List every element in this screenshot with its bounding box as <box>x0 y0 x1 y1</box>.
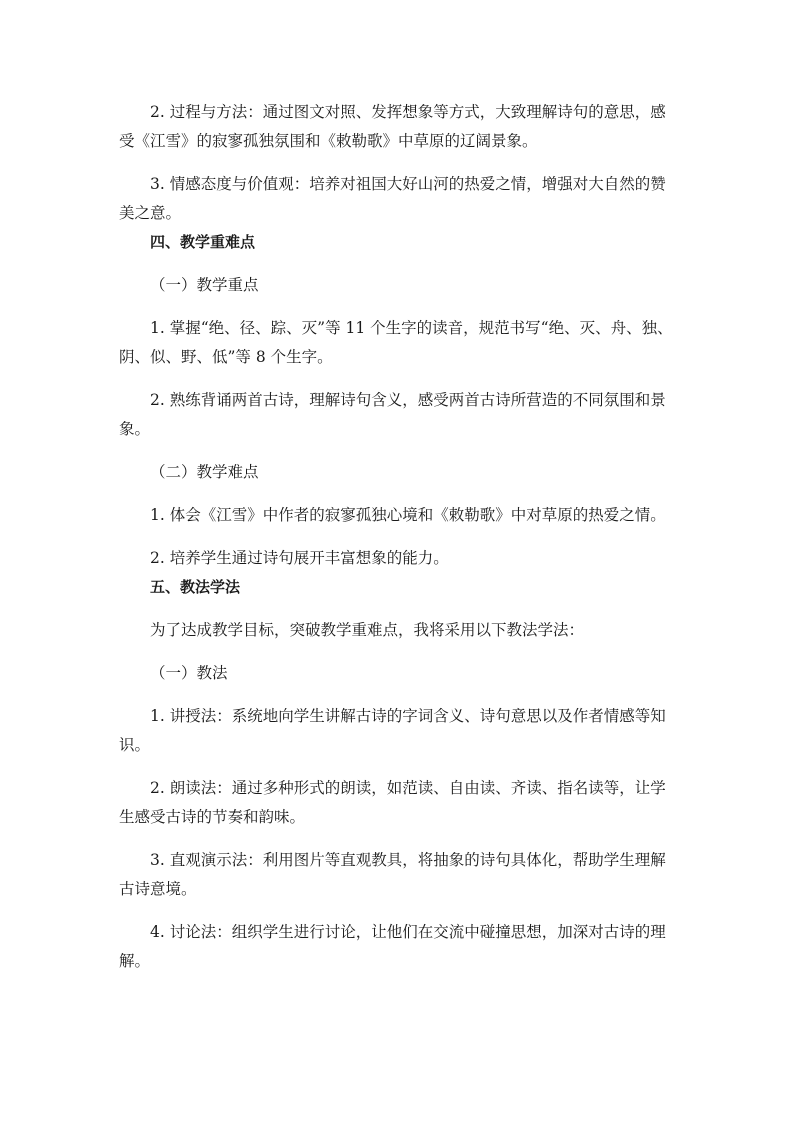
document-body <box>119 98 679 976</box>
method-lecture: 1. 讲授法：系统地向学生讲解古诗的字词含义、诗句意思以及作者情感等知识。 <box>119 707 666 754</box>
section-heading-key-difficult-points: 四、教学重难点 <box>150 233 256 251</box>
method-reading-aloud: 2. 朗读法：通过多种形式的朗读，如范读、自由读、齐读、指名读等，让学生感受古诗的节奏和韵味。 <box>119 779 666 826</box>
difficult-point-2: 2. 培养学生通过诗句展开丰富想象的能力。 <box>150 549 449 567</box>
method-visual-demo: 3. 直观演示法：利用图片等直观教具，将抽象的诗句具体化，帮助学生理解古诗意境。 <box>119 851 666 898</box>
objective-emotion-values: 3. 情感态度与价值观：培养对祖国大好山河的热爱之情，增强对大自然的赞美之意。 <box>119 175 666 222</box>
subheading-difficult-points: （二）教学难点 <box>150 463 259 481</box>
section-heading-methods: 五、教法学法 <box>150 578 241 596</box>
subheading-teaching-methods: （一）教法 <box>150 664 228 682</box>
key-point-2: 2. 熟练背诵两首古诗，理解诗句含义，感受两首古诗所营造的不同氛围和景象。 <box>119 391 666 438</box>
methods-intro: 为了达成教学目标，突破教学重难点，我将采用以下教法学法： <box>150 621 585 639</box>
key-point-1: 1. 掌握“绝、径、踪、灭”等 11 个生字的读音，规范书写“绝、灭、舟、独、阴、似、野、低”等 8 个生字。 <box>119 319 673 366</box>
difficult-point-1: 1. 体会《江雪》中作者的寂寥孤独心境和《敕勒歌》中对草原的热爱之情。 <box>150 506 666 524</box>
subheading-key-points: （一）教学重点 <box>150 276 259 294</box>
method-discussion: 4. 讨论法：组织学生进行讨论，让他们在交流中碰撞思想，加深对古诗的理解。 <box>119 923 666 970</box>
objective-process-method: 2. 过程与方法：通过图文对照、发挥想象等方式，大致理解诗句的意思，感受《江雪》的寂寥孤独氛围和《敕勒歌》中草原的辽阔景象。 <box>119 103 666 150</box>
